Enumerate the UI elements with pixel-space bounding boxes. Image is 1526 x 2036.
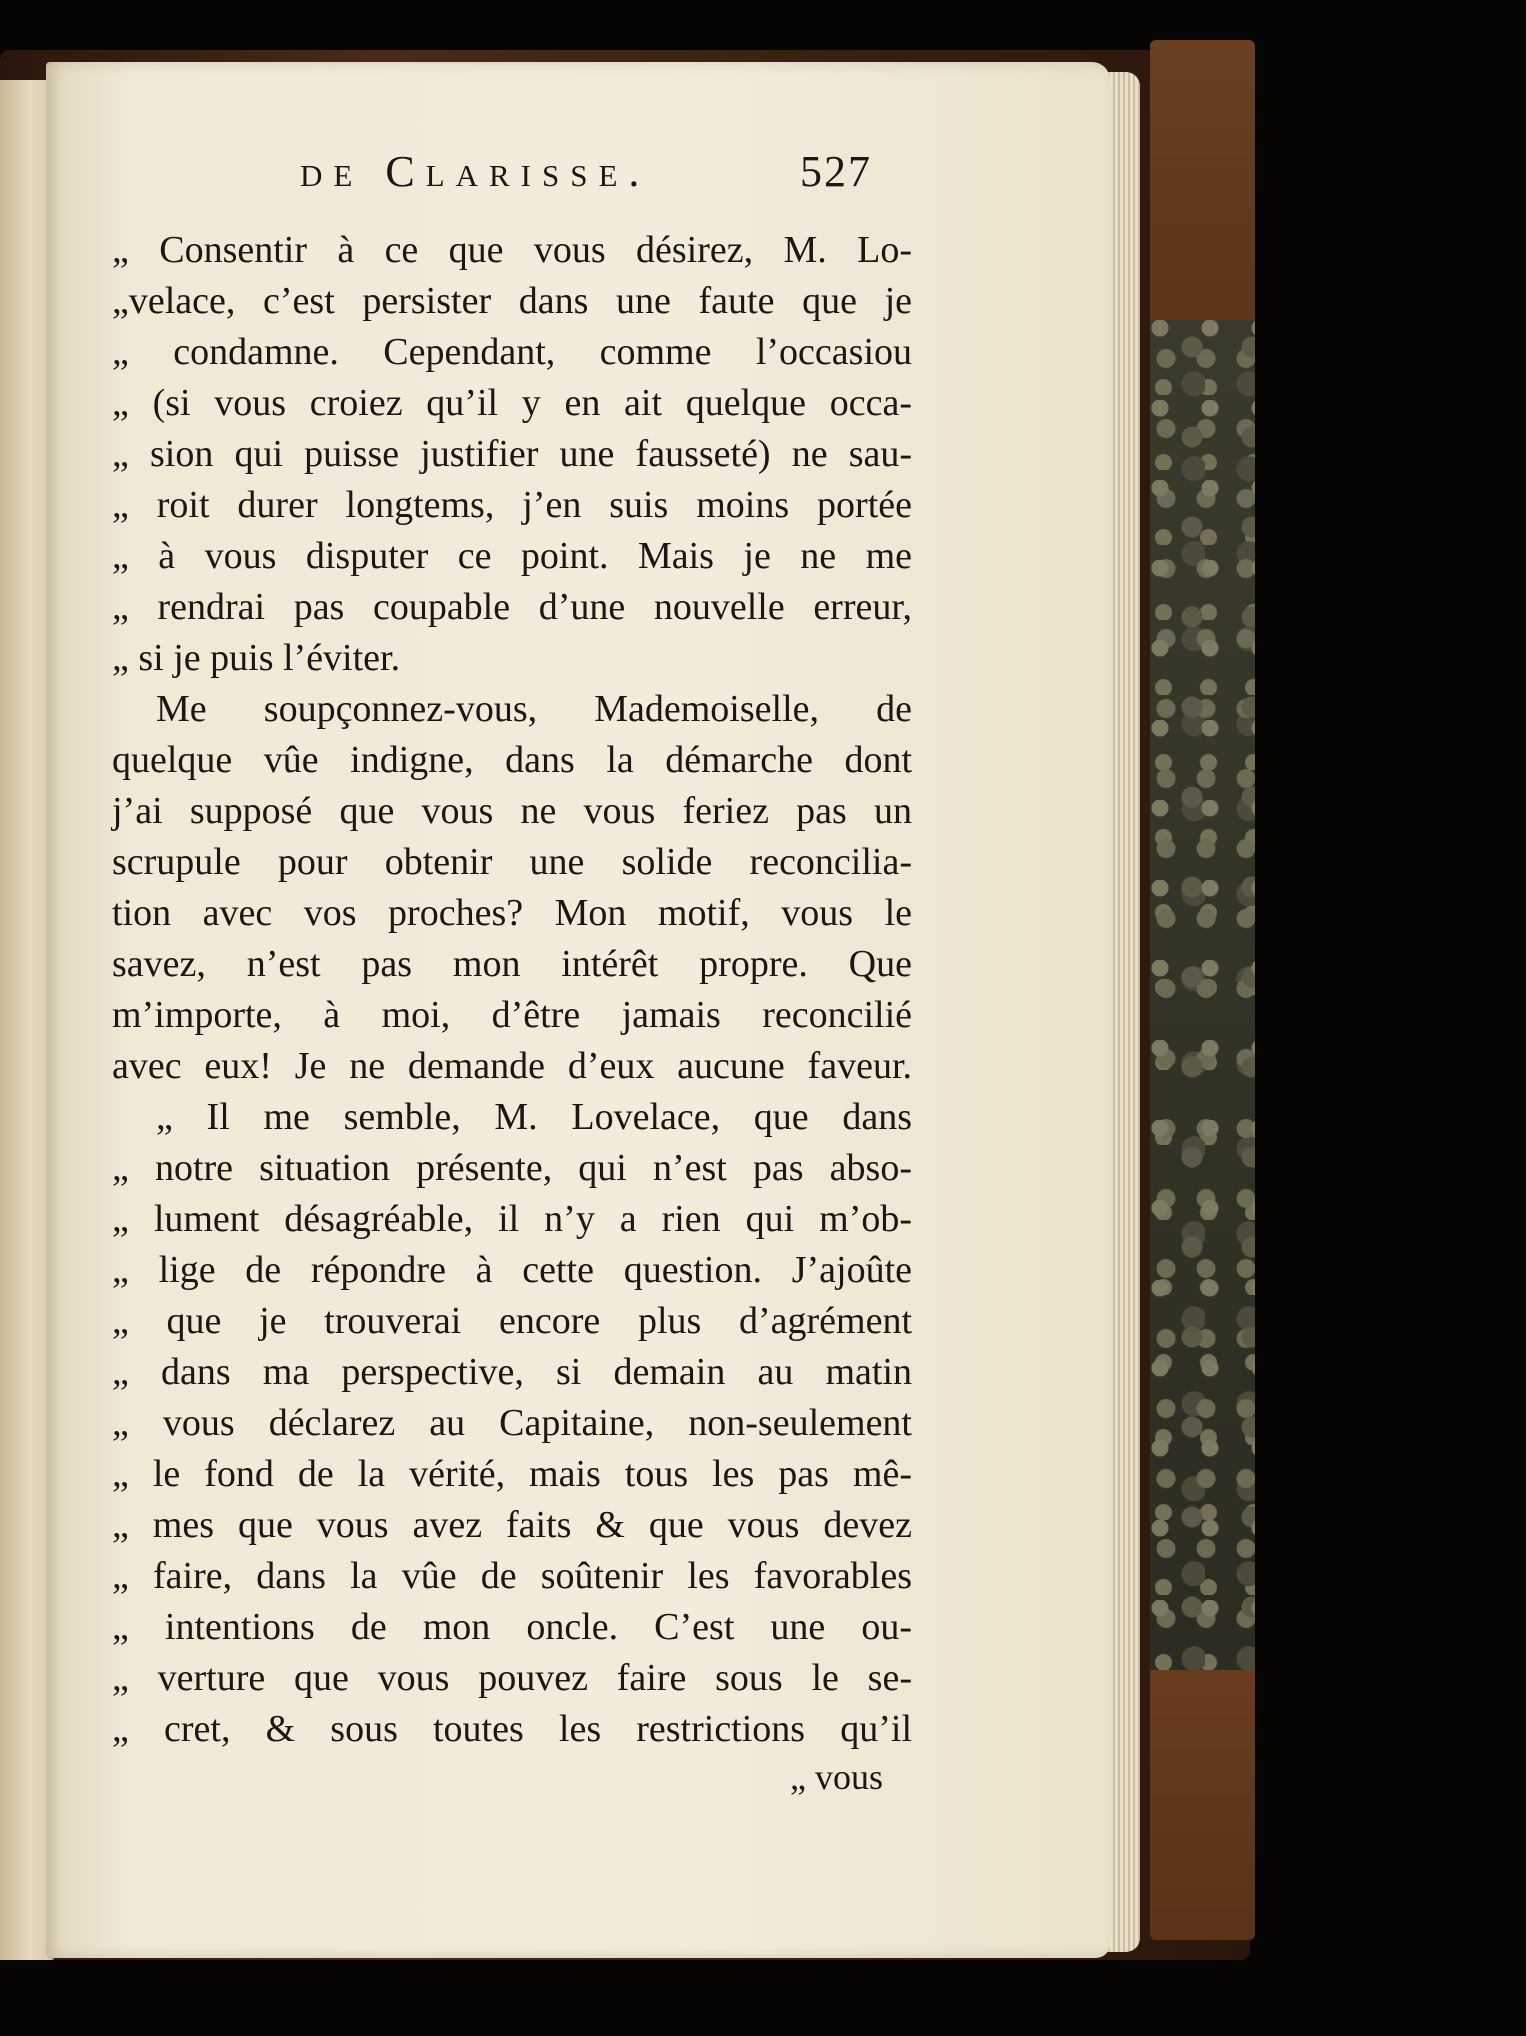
text-line: savez, n’est pas mon intérêt propre. Que — [112, 943, 912, 985]
text-line: „ Il me semble, M. Lovelace, que dans — [156, 1096, 912, 1138]
text-line: „ rendrai pas coupable d’une nouvelle erreur, — [112, 586, 912, 628]
text-line: „ le fond de la vérité, mais tous les pas mê- — [112, 1453, 912, 1495]
text-line: „ que je trouverai encore plus d’agrément — [112, 1300, 912, 1342]
text-line: „ notre situation présente, qui n’est pas abso- — [112, 1147, 912, 1189]
text-line: „ roit durer longtems, j’en suis moins portée — [112, 484, 912, 526]
text-line: „ (si vous croiez qu’il y en ait quelque occa- — [112, 382, 912, 424]
text-line: m’importe, à moi, d’être jamais reconcilié — [112, 994, 912, 1036]
marbled-board — [1150, 320, 1255, 1670]
text-line: „ lige de répondre à cette question. J’ajoûte — [112, 1249, 912, 1291]
text-line: „ intentions de mon oncle. C’est une ou- — [112, 1606, 912, 1648]
text-line: avec eux! Je ne demande d’eux aucune faveur. — [112, 1045, 912, 1087]
text-line: „ à vous disputer ce point. Mais je ne me — [112, 535, 912, 577]
text-line: „ lument désagréable, il n’y a rien qui m’ob- — [112, 1198, 912, 1240]
text-line: quelque vûe indigne, dans la démarche dont — [112, 739, 912, 781]
text-line: tion avec vos proches? Mon motif, vous le — [112, 892, 912, 934]
text-line: scrupule pour obtenir une solide reconcilia- — [112, 841, 912, 883]
text-line: „ dans ma perspective, si demain au matin — [112, 1351, 912, 1393]
text-line: „ condamne. Cependant, comme l’occasiou — [112, 331, 912, 373]
text-line: „ vous déclarez au Capitaine, non-seulement — [112, 1402, 912, 1444]
running-title: de Clarisse. — [300, 147, 651, 196]
text-line: „velace, c’est persister dans une faute que je — [112, 280, 912, 322]
text-line: „ sion qui puisse justifier une fausseté) ne sau- — [112, 433, 912, 475]
catchword: „ vous — [790, 1757, 883, 1797]
text-line: „ si je puis l’éviter. — [112, 637, 401, 679]
page-number: 527 — [800, 147, 872, 196]
text-line: „ Consentir à ce que vous désirez, M. Lo- — [112, 229, 912, 271]
text-line: j’ai supposé que vous ne vous feriez pas un — [112, 790, 912, 832]
body-text — [112, 225, 912, 1755]
page-header — [300, 146, 900, 206]
text-line: „ verture que vous pouvez faire sous le se- — [112, 1657, 912, 1699]
text-line: „ mes que vous avez faits & que vous devez — [112, 1504, 912, 1546]
text-line: Me soupçonnez-vous, Mademoiselle, de — [156, 688, 912, 730]
text-line: „ faire, dans la vûe de soûtenir les favorables — [112, 1555, 912, 1597]
text-line: „ cret, & sous toutes les restrictions qu’il — [112, 1708, 912, 1750]
